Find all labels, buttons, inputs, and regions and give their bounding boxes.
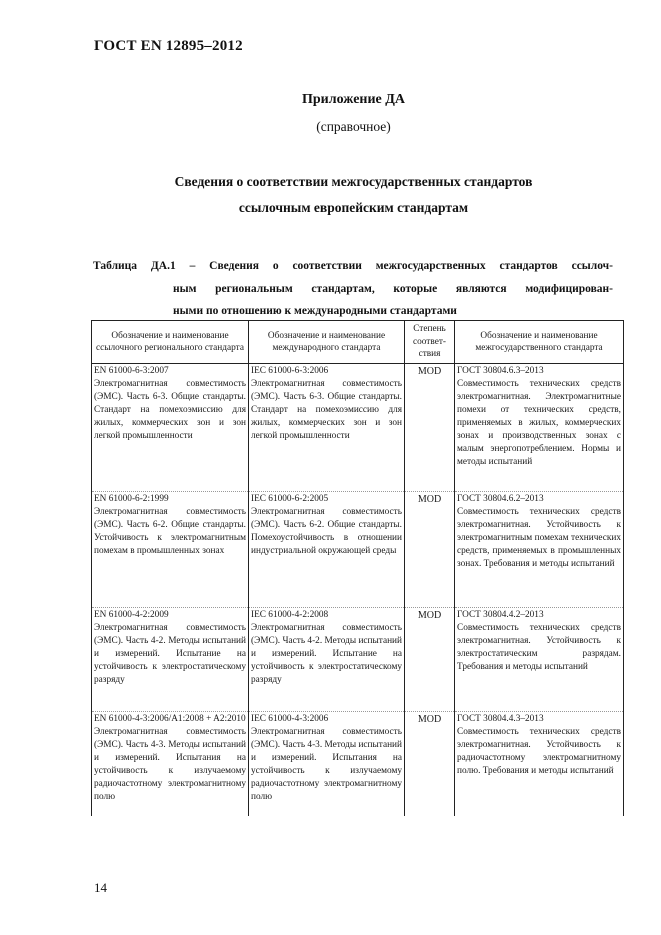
table-caption-line-3: ными по отношению к международными стандартами: [173, 305, 457, 317]
regional-standard-code: EN 61000-6-2:1999: [94, 494, 169, 504]
international-standard-title: Электромагнитная совместимость (ЭМС). Часть 6-2. Общие стандарты. Помехоустойчивость в отношении индустриальной окружающей среды: [251, 507, 402, 556]
interstate-standard-title: Совместимость технических средств электромагнитная. Устойчивость к электростатическим разрядам. Требования и методы испытаний: [457, 623, 621, 672]
interstate-standard-cell: [455, 712, 624, 816]
degree-of-correspondence: MOD: [405, 712, 455, 816]
interstate-standard-cell: [455, 364, 624, 492]
regional-standard-cell: [92, 712, 249, 816]
table-row: [92, 492, 624, 608]
international-standard-title: Электромагнитная совместимость (ЭМС). Часть 6-3. Общие стандарты. Стандарт на помехоэмиссию для жилых, коммерческих зон и зон легкой промышленности: [251, 379, 402, 441]
international-standard-code: IEC 61000-6-3:2006: [251, 366, 329, 376]
column-header-interstate: Обозначение и наименование межгосударственного стандарта: [455, 321, 624, 364]
appendix-title: Приложение ДА: [301, 92, 406, 107]
regional-standard-code: EN 61000-4-3:2006/A1:2008 + A2:2010: [94, 714, 246, 724]
standards-table: [91, 320, 624, 816]
table-caption: [93, 255, 613, 323]
interstate-standard-code: ГОСТ 30804.4.2–2013: [457, 610, 544, 620]
interstate-standard-title: Совместимость технических средств электромагнитная. Электромагнитные помехи от технических средств, применяемых в жилых, коммерческих зонах и производственных зонах с малым энергопотреблением. Нормы и методы испытаний: [457, 379, 621, 467]
degree-of-correspondence: MOD: [405, 608, 455, 712]
interstate-standard-title: Совместимость технических средств электромагнитная. Устойчивость к электромагнитным помехам технических средств, применяемых в промышленных зонах. Требования и методы испытаний: [457, 507, 621, 569]
table-caption-line-1: Таблица ДА.1 – Сведения о соответствии межгосударственных стандартов ссылоч-: [93, 260, 613, 272]
regional-standard-title: Электромагнитная совместимость (ЭМС). Часть 4-3. Методы испытаний и измерений. Испытания на устойчивость к излучаемому радиочастотному электромагнитному полю: [94, 727, 246, 802]
table-row: [92, 364, 624, 492]
column-header-regional: Обозначение и наименование ссылочного регионального стандарта: [92, 321, 249, 364]
international-standard-title: Электромагнитная совместимость (ЭМС). Часть 4-2. Методы испытаний и измерений. Испытание на устойчивость к электростатическому разряду: [251, 623, 402, 685]
regional-standard-title: Электромагнитная совместимость (ЭМС). Часть 4-2. Методы испытаний и измерений. Испытание на устойчивость к электростатическому разряду: [94, 623, 246, 685]
regional-standard-code: EN 61000-6-3:2007: [94, 366, 169, 376]
regional-standard-code: EN 61000-4-2:2009: [94, 610, 169, 620]
section-heading-line-1: Сведения о соответствии межгосударственных стандартов: [174, 174, 533, 189]
table-caption-line-2: ным региональным стандартам, которые являются модифицирован-: [173, 282, 613, 295]
appendix-subtitle: (справочное): [316, 119, 391, 134]
regional-standard-title: Электромагнитная совместимость (ЭМС). Часть 6-3. Общие стандарты. Стандарт на помехоэмиссию для жилых, коммерческих зон и зон легкой промышленности: [94, 379, 246, 441]
interstate-standard-cell: [455, 492, 624, 608]
international-standard-cell: [249, 712, 405, 816]
international-standard-code: IEC 61000-4-3:2006: [251, 714, 329, 724]
column-header-international: Обозначение и наименование международного стандарта: [249, 321, 405, 364]
table-header-row: [92, 321, 624, 364]
interstate-standard-title: Совместимость технических средств электромагнитная. Устойчивость к радиочастотному электромагнитному полю. Требования и методы испытаний: [457, 727, 621, 776]
regional-standard-cell: [92, 608, 249, 712]
interstate-standard-code: ГОСТ 30804.6.3–2013: [457, 366, 544, 376]
international-standard-code: IEC 61000-6-2:2005: [251, 494, 329, 504]
degree-of-correspondence: MOD: [405, 364, 455, 492]
page-number: 14: [94, 880, 107, 895]
international-standard-code: IEC 61000-4-2:2008: [251, 610, 329, 620]
regional-standard-cell: [92, 492, 249, 608]
regional-standard-title: Электромагнитная совместимость (ЭМС). Часть 6-2. Общие стандарты. Устойчивость к электромагнитным помехам в промышленных зонах: [94, 507, 246, 556]
table-row: [92, 608, 624, 712]
interstate-standard-cell: [455, 608, 624, 712]
degree-of-correspondence: MOD: [405, 492, 455, 608]
international-standard-title: Электромагнитная совместимость (ЭМС). Часть 4-3. Методы испытаний и измерений. Испытания на устойчивость к излучаемому радиочастотному электромагнитному полю: [251, 727, 402, 802]
regional-standard-cell: [92, 364, 249, 492]
international-standard-cell: [249, 608, 405, 712]
document-code: ГОСТ EN 12895–2012: [94, 38, 243, 54]
table-row: [92, 712, 624, 816]
column-header-degree: Степень соответ-ствия: [405, 321, 455, 364]
international-standard-cell: [249, 492, 405, 608]
section-heading-line-2: ссылочным европейским стандартам: [238, 200, 469, 215]
interstate-standard-code: ГОСТ 30804.4.3–2013: [457, 714, 544, 724]
international-standard-cell: [249, 364, 405, 492]
interstate-standard-code: ГОСТ 30804.6.2–2013: [457, 494, 544, 504]
